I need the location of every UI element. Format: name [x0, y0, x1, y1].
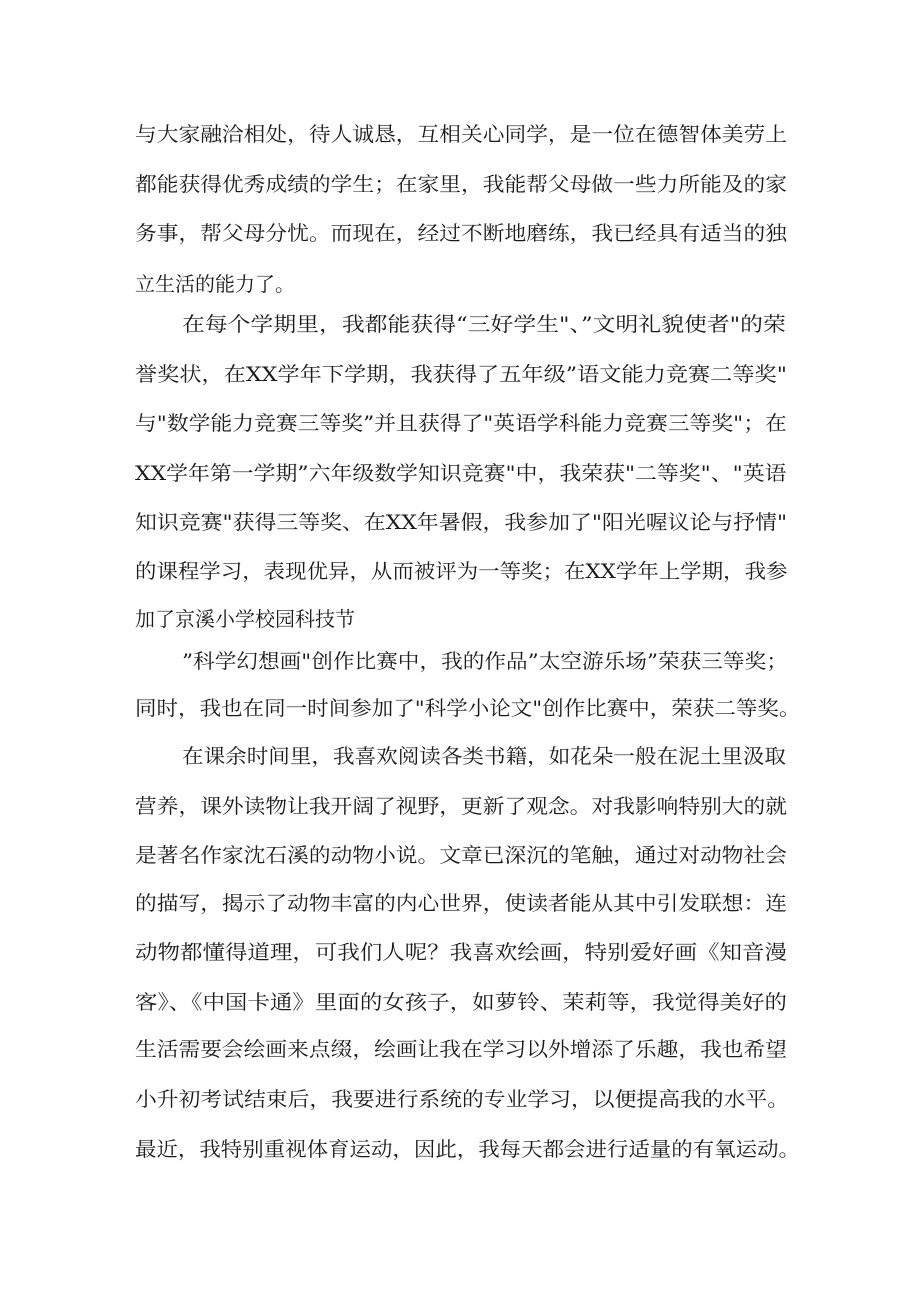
paragraph-2-line-4: XX学年第一学期”六年级数学知识竞赛"中，我荣获"二等奖"、"英语 — [135, 461, 787, 485]
paragraph-2-line-7: 加了京溪小学校园科技节 — [135, 607, 355, 631]
paragraph-2-line-2: 誉奖状，在XX学年下学期，我获得了五年级”语文能力竞赛二等奖" — [135, 362, 787, 386]
paragraph-1-line-2: 都能获得优秀成绩的学生；在家里，我能帮父母做一些力所能及的家 — [135, 172, 787, 196]
paragraph-4-line-2: 营养，课外读物让我开阔了视野，更新了观念。对我影响特别大的就 — [135, 794, 787, 818]
paragraph-4-line-7: 生活需要会绘画来点缀，绘画让我在学习以外增添了乐趣，我也希望 — [135, 1037, 787, 1061]
paragraph-1-line-1: 与大家融洽相处，待人诚恳，互相关心同学，是一位在德智体美劳上 — [135, 122, 787, 146]
paragraph-4-line-9: 最近，我特别重视体育运动，因此，我每天都会进行适量的有氧运动。 — [135, 1137, 801, 1161]
paragraph-4-line-6: 客》、《中国卡通》里面的女孩子，如萝铃、茉莉等，我觉得美好的 — [135, 990, 787, 1014]
paragraph-4-line-1: 在课余时间里，我喜欢阅读各类书籍，如花朵一般在泥土里汲取 — [182, 744, 786, 768]
paragraph-3-line-2: 同时，我也在同一时间参加了"科学小论文"创作比赛中，荣获二等奖。 — [135, 696, 801, 720]
paragraph-3-line-1: ”科学幻想画"创作比赛中，我的作品”太空游乐场”荣获三等奖； — [182, 649, 788, 673]
paragraph-1-line-3: 务事，帮父母分忧。而现在，经过不断地磨练，我已经具有适当的独 — [135, 221, 787, 245]
paragraph-1-line-4: 立生活的能力了。 — [135, 272, 295, 296]
paragraph-4-line-4: 的描写，揭示了动物丰富的内心世界，使读者能从其中引发联想：连 — [135, 891, 787, 915]
paragraph-2-line-1: 在每个学期里，我都能获得“三好学生"、”文明礼貌使者"的荣 — [182, 312, 786, 336]
paragraph-4-line-5: 动物都懂得道理，可我们人呢？我喜欢绘画，特别爱好画《知音漫 — [135, 940, 787, 964]
paragraph-2-line-5: 知识竞赛"获得三等奖、在XX年暑假，我参加了"阳光喔议论与抒情" — [135, 510, 788, 534]
paragraph-2-line-3: 与"数学能力竞赛三等奖”并且获得了"英语学科能力竞赛三等奖"；在 — [135, 411, 787, 435]
paragraph-2-line-6: 的课程学习，表现优异，从而被评为一等奖；在XX学年上学期，我参 — [135, 559, 788, 583]
paragraph-4-line-3: 是著名作家沈石溪的动物小说。文章已深沉的笔触，通过对动物社会 — [135, 843, 787, 867]
paragraph-4-line-8: 小升初考试结束后，我要进行系统的专业学习，以便提高我的水平。 — [135, 1087, 789, 1111]
